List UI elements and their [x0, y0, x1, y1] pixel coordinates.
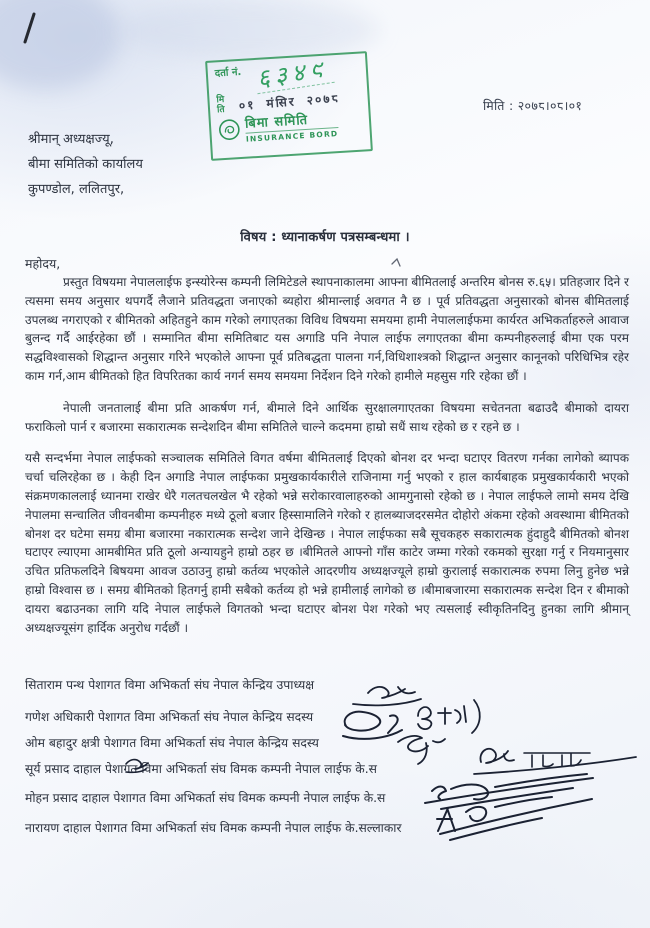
stamp-date-word-top: मि [216, 94, 225, 106]
stamp-reg-no-value: ६३४९ [254, 56, 335, 94]
body-paragraph-2: नेपाली जनतालाई बीमा प्रति आकर्षण गर्न, बीमाले दिने आर्थिक सुरक्षालगाएतका विषयमा सचेतनता बढाउदै बीमाको दायरा फराकिलो पार्न र बजारमा सकारात्मक सन्देशदिन बीमा समितिले चाल्ने कदममा हाम्रो सधैं साथ रहेको छ र रहने छ । [25, 400, 629, 434]
registration-stamp [205, 51, 373, 161]
stamp-date-word-bottom: ति [216, 104, 225, 116]
subject-line: विषय : ध्यानाकर्षण पत्रसम्बन्धमा । [240, 230, 410, 245]
stamp-org-name-english: INSURANCE BORD [245, 129, 339, 144]
pen-stroke-mark [25, 14, 34, 42]
signatory-row-5: मोहन प्रसाद दाहाल पेशागत विमा अभिकर्ता संघ विमक कम्पनी नेपाल लाईफ के.स [25, 791, 386, 805]
signatory-row-4: सूर्य प्रसाद दाहाल पेशागत विमा अभिकर्ता संघ विमक कम्पनी नेपाल लाईफ के.स [25, 762, 377, 776]
scan-smudge [0, 0, 120, 90]
pen-tick-mark [392, 259, 400, 266]
signatory-row-6: नारायण दाहाल पेशागत विमा अभिकर्ता संघ विमक कम्पनी नेपाल लाईफ के.सल्लाकार [25, 821, 402, 835]
letter-body [25, 273, 629, 637]
letter-date: मिति : २०७८।०८।०१ [483, 98, 583, 113]
recipient-line-1: श्रीमान् अध्यक्षज्यू, [28, 132, 114, 147]
stamp-reg-no-label: दर्ता नं. [214, 66, 242, 80]
recipient-line-2: बीमा समितिको कार्यालय [28, 157, 143, 172]
body-paragraph-3: यसै सन्दर्भमा नेपाल लाईफको सञ्चालक समितिले विगत वर्षमा बीमितलाई दिएको बोनश दर भन्दा घटाएर वितरण गर्नका लागेको ब्यापक चर्चा चलिरहेका छ । केही दिन अगाडि नेपाल लाईफका प्रमुखकार्यकारीले राजिनामा गर्नु भएको र हाल कार्यबाहक प्रमुखकार्यकारी भएको संक्रमणकाललाई ध्यानमा राखेर धेरै गलतचलखेल भै रहेको भन्ने सरोकारवालाहरुको आमगुनासो रहेको छ । नेपाल लाईफले लामो समय देखि नेपालमा सन्चालित जीवनबीमा कम्पनीहरु मध्ये ठूलो बजार हिस्सामालिने गरेको र हालब्याजदरसमेत दोहोरो अंकमा रहेको अवस्थामा बीमितको बोनश दर घटेमा समग्र बीमा बजारमा नकारात्मक सन्देश जाने देखिन्छ । नेपाल लाईफका सबै सूचकहरु सकारात्मक हुंदाहुदै बीमितको बोनश घटाएर ल्याएमा आमबीमित प्रति ठूलो अन्यायहुने हाम्रो ठहर छ ।बीमितले आफ्नो गाँस काटेर जम्मा गरेको रकमको सुरक्षा गर्नु र नियमानुसार उचित प्रतिफलदिने बिषयमा आवज उठाउनु हाम्रो कर्तव्य भएकोले आदरणीय अध्यक्षज्यूले हाम्रो कुरालाई सकारात्मक रुपमा लिनु हुनेछ भन्ने हाम्रो विश्वास छ । समग्र बीमितको हितगर्नु हामी सबैको कर्तव्य हो भन्ने हामीलाई लागेको छ ।बीमाबजारमा सकारात्मक सन्देश दिन र बीमाको दायरा बढाउनका लागि यदि नेपाल लाईफले विगतको भन्दा घटाएर बोनश पेश गरेको भए त्यसलाई स्वीकृतिनदिनु हुनका लागि श्रीमान् अध्यक्षज्यूसंग हार्दिक अनुरोध गर्दछौं । [25, 451, 629, 635]
signatory-row-3: ओम बहादुर क्षत्री पेशागत विमा अभिकर्ता संघ नेपाल केन्द्रिय सदस्य [25, 736, 319, 750]
scan-smudge [120, 0, 380, 60]
salutation: महोदय, [25, 256, 61, 271]
recipient-address [28, 127, 143, 202]
stamp-date-value: ०१ मंसिर २०७८ [238, 90, 340, 113]
recipient-line-3: कुपण्डोल, ललितपुर, [28, 182, 125, 197]
signatory-row-1: सिताराम पन्थ पेशागत विमा अभिकर्ता संघ नेपाल केन्द्रिय उपाध्यक्ष [25, 678, 315, 692]
stamp-org-name-nepali: बिमा समिति [244, 112, 309, 132]
body-paragraph-1: प्रस्तुत विषयमा नेपाललाईफ इन्स्योरेन्स कम्पनी लिमिटेडले स्थापनाकालमा आफ्ना बीमितलाई अन्तरिम बोनस रु.६५। प्रतिहजार दिने र त्यसमा समय अनुसार थपगर्दै लैजाने प्रतिवद्धता जनाएको ब्यहोरा श्रीमान्लाई अवगत नै छ । पूर्व प्रतिवद्धता अनुसारको बोनस बीमितलाई उपलब्ध नगराएको र बीमितको अहितहुने काम गरेको लगाएतका विविध विषयमा समयमा हामी नेपाललाईफमा कार्यरत अभिकर्ताहरुले आवाज बुलन्द गर्दै आईरहेका छौं । सम्मानित बीमा समितिबाट यस अगाडि पनि नेपाल लाईफ लगाएतका बीमा कम्पनीहरुलाई बीमा एक परम सद्धविश्वासको शिद्धान्त अनुसार गरिने भएकोले आफ्ना पूर्व प्रतिबद्धता पालना गर्न,विधिशाश्त्रको शिद्धान्त अनुसार कानूनको परिधिभित्र रहेर काम गर्न,आम बीमितको हित विपरितका कार्य नगर्न समय समयमा निर्देशन दिने गरेको हामीले महसुस गरि रहेका छौं । [25, 275, 629, 383]
signatory-row-2: गणेश अधिकारी पेशागत विमा अभिकर्ता संघ नेपाल केन्द्रिय सदस्य [25, 710, 314, 724]
insurance-board-logo-icon [218, 118, 242, 145]
